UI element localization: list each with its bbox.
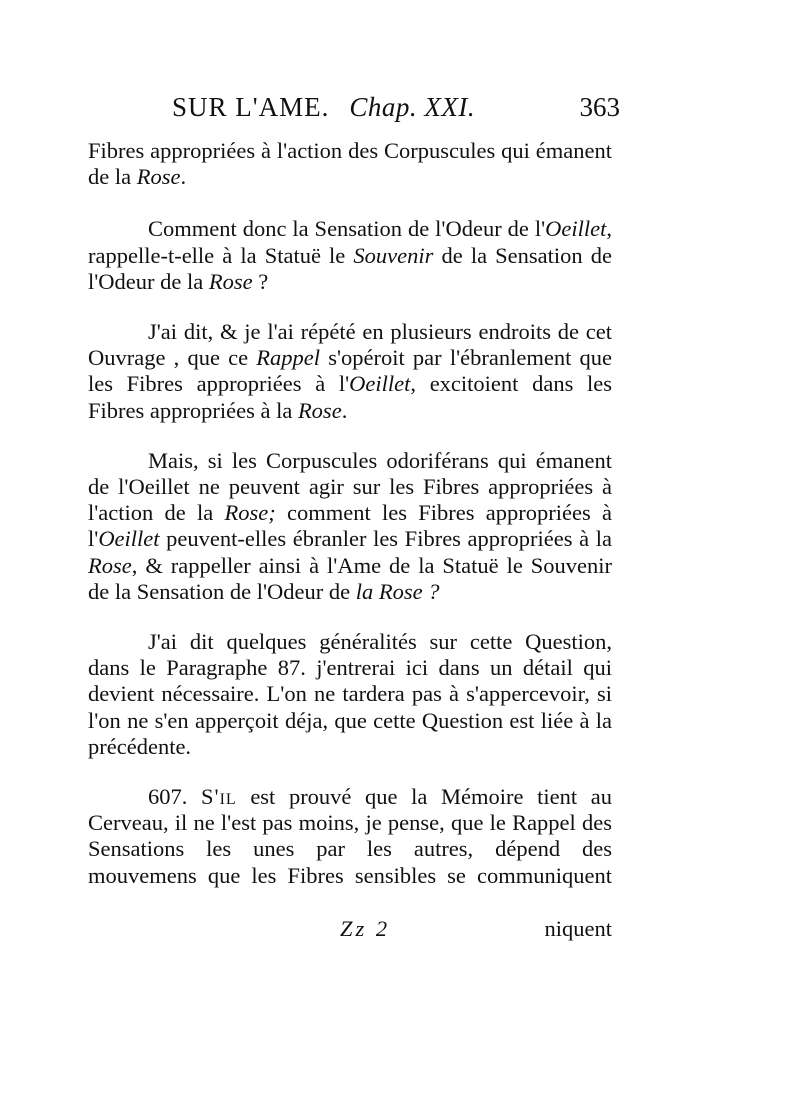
text-run: , excitoient dans les Fibres appropriées à la [88,371,612,423]
text-run: , & rappeller ainsi à l'Ame de la Statuë le Souvenir de la Sensation de l'Odeur de [88,552,612,604]
text-run: . [180,164,187,190]
italic-text: Rose; [224,500,276,526]
running-title: SUR L'AME. [172,92,330,122]
text-run: Mais, si les Corpuscules odoriférans qui émanent de l'Oeillet ne peuvent agir sur les Fibres appropriées à l'action de la [88,447,612,526]
chapter-label: Chap. XXI. [349,92,476,122]
italic-text: la Rose ? [355,578,440,604]
paragraph [88,138,612,190]
text-run: s'opéroit par l'ébranlement que les Fibres appropriées à l' [88,345,612,397]
page-number: 363 [579,92,620,122]
paragraph [88,629,612,760]
paragraph [88,319,612,424]
paragraph [88,448,612,605]
text-run: comment les Fibres appropriées à l' [88,500,612,552]
italic-text: Rose [136,164,181,190]
italic-text: Rose [208,268,253,294]
italic-text: Oeillet [349,371,411,397]
text-run: ? [252,268,269,294]
italic-text: Rappel [256,345,321,371]
text-run: J'ai dit quelques généralités sur cette Question, dans le Paragraphe 87. j'entrerai ici dans un détail qui devient nécessaire. L'on ne tardera pas à s'appercevoir, si l'on ne s'en apperçoit déja, que cette Question est liée à la précédente. [88,629,612,759]
text-run: J'ai dit, & je l'ai répété en plusieurs endroits de cet Ouvrage , que ce [88,319,612,371]
italic-text: Oeillet [545,216,607,242]
text-run: est prouvé que la Mémoire tient au Cerveau, il ne l'est pas moins, je pense, que le Rappel des Sensations les unes par les autres, dépend des mouvemens que les Fibres sensibles se communiquent [88,784,613,888]
text-run: Comment donc la Sensation de l'Odeur de l' [148,216,546,242]
italic-text: Rose [297,397,342,423]
page-body [88,138,612,889]
paragraph [88,216,612,295]
text-run: 607. [148,784,202,810]
text-run: . [341,397,348,423]
signature-mark: Zz 2 [340,916,391,941]
catchword: niquent [544,916,612,941]
small-caps-text: S'il [201,784,237,810]
paragraph [88,784,612,889]
page-footer [88,916,612,948]
text-run: Fibres appropriées à l'action des Corpuscules qui émanent de la [88,138,612,190]
text-run: de la Sensation de l'Odeur de la [88,242,612,294]
text-run: peuvent-elles ébranler les Fibres appropriées à la [159,526,612,552]
italic-text: Souvenir [353,242,434,268]
italic-text: Rose [88,552,132,578]
text-run: , rappelle-t-elle à la Statuë le [88,216,612,268]
italic-text: Oeillet [98,526,160,552]
page-header [172,92,620,132]
